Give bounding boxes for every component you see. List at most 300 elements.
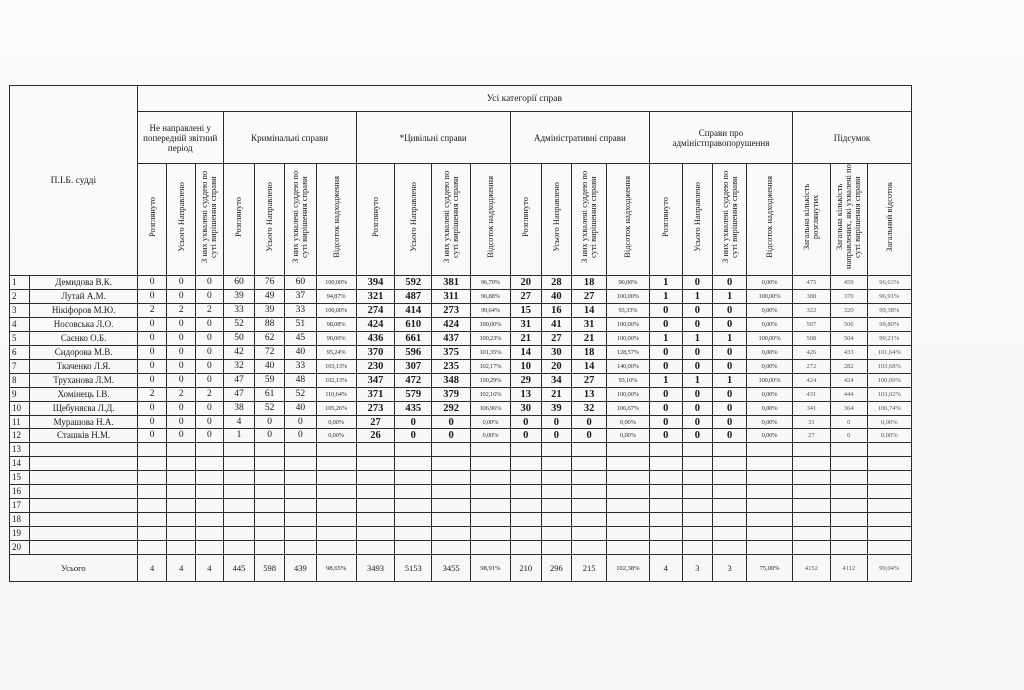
judge-name: Щебуняєва Л.Д. <box>30 401 137 415</box>
administrative-cell: 0 <box>541 415 572 429</box>
criminal-sent-header <box>255 164 285 276</box>
empty-cell <box>284 471 316 485</box>
group-admin-offences-header: Справи про адміністправопорушення <box>649 112 792 164</box>
empty-cell <box>316 499 356 513</box>
civil-cell: 437 <box>432 331 471 345</box>
empty-cell <box>713 527 747 541</box>
empty-cell <box>432 443 471 457</box>
admin-offences-cell: 0 <box>649 359 682 373</box>
criminal-cell: 4 <box>223 415 255 429</box>
criminal-percent-cell: 90,00% <box>316 331 356 345</box>
criminal-cell: 40 <box>284 401 316 415</box>
total-civil-cell: 5153 <box>395 555 432 582</box>
total-civil-percent-cell: 98,91% <box>471 555 511 582</box>
administrative-percent-cell: 100,00% <box>606 387 649 401</box>
empty-cell <box>510 527 541 541</box>
empty-cell <box>830 513 867 527</box>
civil-cell: 381 <box>432 276 471 290</box>
empty-cell <box>682 457 713 471</box>
empty-cell <box>30 541 137 555</box>
empty-cell <box>747 513 793 527</box>
civil-cell: 379 <box>432 387 471 401</box>
administrative-percent-cell: 90,00% <box>606 276 649 290</box>
admin-offences-cell: 0 <box>682 401 713 415</box>
summary-cell: 282 <box>830 359 867 373</box>
empty-cell <box>432 499 471 513</box>
row-number: 18 <box>10 513 30 527</box>
admin-offences-cell: 1 <box>682 331 713 345</box>
row-number: 2 <box>10 289 30 303</box>
not-sent-cell: 0 <box>137 401 167 415</box>
empty-cell <box>572 471 607 485</box>
admin-offences-cell: 0 <box>682 345 713 359</box>
not-sent-cell: 2 <box>167 303 196 317</box>
administrative-percent-cell: 0,00% <box>606 415 649 429</box>
criminal-cell: 33 <box>284 303 316 317</box>
administrative-cell: 27 <box>572 289 607 303</box>
criminal-cell: 32 <box>223 359 255 373</box>
empty-cell <box>793 499 831 513</box>
empty-cell <box>395 457 432 471</box>
empty-cell <box>649 541 682 555</box>
row-number: 13 <box>10 443 30 457</box>
not-sent-cell: 2 <box>137 303 167 317</box>
empty-cell <box>572 485 607 499</box>
not-sent-cell: 2 <box>196 303 224 317</box>
administrative-cell: 41 <box>541 317 572 331</box>
empty-cell <box>356 443 395 457</box>
administrative-cell: 21 <box>541 387 572 401</box>
total-civil-cell: 3455 <box>432 555 471 582</box>
summary-cell: 31 <box>793 415 831 429</box>
administrative-percent-cell: 128,57% <box>606 345 649 359</box>
administrative-cell: 14 <box>572 303 607 317</box>
admin-offences-percent-cell: 0,00% <box>747 276 793 290</box>
civil-cell: 592 <box>395 276 432 290</box>
administrative-cell: 29 <box>510 373 541 387</box>
empty-cell <box>747 541 793 555</box>
total-not-sent-cell: 4 <box>137 555 167 582</box>
not-sent-cell: 2 <box>137 387 167 401</box>
administrative-cell: 0 <box>541 429 572 443</box>
administrative-cell: 18 <box>572 276 607 290</box>
empty-cell <box>830 471 867 485</box>
summary-cell: 103,02% <box>867 387 911 401</box>
empty-cell <box>572 513 607 527</box>
admin-offences-cell: 0 <box>682 276 713 290</box>
table-row <box>10 429 912 443</box>
empty-cell <box>432 513 471 527</box>
criminal-cell: 52 <box>223 317 255 331</box>
table-row <box>10 317 912 331</box>
empty-cell <box>137 541 167 555</box>
empty-cell <box>395 485 432 499</box>
administrative-percent-cell: 93,10% <box>606 373 649 387</box>
empty-cell <box>793 471 831 485</box>
group-not-sent-header: Не направлені у попередній звітний період <box>137 112 223 164</box>
administrative-cell: 31 <box>572 317 607 331</box>
civil-considered-header-text: Розглянуто <box>369 197 380 237</box>
empty-cell <box>255 443 285 457</box>
civil-cell: 596 <box>395 345 432 359</box>
summary-cell: 96,91% <box>867 289 911 303</box>
administrative-cell: 28 <box>541 276 572 290</box>
not-sent-cell: 0 <box>167 289 196 303</box>
empty-cell <box>137 499 167 513</box>
civil-considered-header <box>356 164 395 276</box>
empty-cell <box>867 471 911 485</box>
empty-cell <box>649 457 682 471</box>
criminal-cell: 60 <box>223 276 255 290</box>
criminal-cell: 0 <box>255 429 285 443</box>
civil-cell: 424 <box>432 317 471 331</box>
civil-cell: 274 <box>356 303 395 317</box>
civil-percent-cell: 102,17% <box>471 359 511 373</box>
administrative-cell: 10 <box>510 359 541 373</box>
empty-cell <box>867 527 911 541</box>
empty-cell <box>713 485 747 499</box>
empty-cell <box>471 471 511 485</box>
table-row <box>10 471 912 485</box>
criminal-cell: 39 <box>255 303 285 317</box>
empty-cell <box>541 443 572 457</box>
summary-cell: 272 <box>793 359 831 373</box>
civil-cell: 414 <box>395 303 432 317</box>
admin-offences-cell: 1 <box>649 331 682 345</box>
judge-name: Носовська Л.О. <box>30 317 137 331</box>
criminal-cell: 76 <box>255 276 285 290</box>
empty-cell <box>167 541 196 555</box>
empty-cell <box>196 541 224 555</box>
admin-offences-cell: 0 <box>649 415 682 429</box>
admin-offences-decided-header-text: З них ухвалені суддею по суті вирішення справи <box>719 170 739 264</box>
row-number: 16 <box>10 485 30 499</box>
empty-cell <box>284 541 316 555</box>
empty-cell <box>223 443 255 457</box>
empty-cell <box>284 443 316 457</box>
criminal-percent-cell: 103,13% <box>316 359 356 373</box>
civil-percent-cell: 100,00% <box>471 317 511 331</box>
civil-percent-cell: 106,96% <box>471 401 511 415</box>
not-sent-cell: 0 <box>196 359 224 373</box>
row-number: 19 <box>10 527 30 541</box>
not-sent-cell: 0 <box>137 289 167 303</box>
admin-offences-percent-cell: 0,00% <box>747 359 793 373</box>
total-administrative-cell: 210 <box>510 555 541 582</box>
criminal-considered-header <box>223 164 255 276</box>
admin-offences-cell: 1 <box>713 373 747 387</box>
admin-offences-cell: 0 <box>682 359 713 373</box>
not-sent-cell: 0 <box>167 415 196 429</box>
empty-cell <box>747 443 793 457</box>
not-sent-cell: 0 <box>167 317 196 331</box>
empty-cell <box>432 457 471 471</box>
civil-cell: 273 <box>356 401 395 415</box>
not-sent-cell: 0 <box>137 429 167 443</box>
summary-cell: 0,00% <box>867 429 911 443</box>
civil-percent-cell: 99,64% <box>471 303 511 317</box>
empty-cell <box>830 443 867 457</box>
empty-cell <box>395 499 432 513</box>
criminal-cell: 88 <box>255 317 285 331</box>
admin-offences-sent-header <box>682 164 713 276</box>
empty-cell <box>606 513 649 527</box>
empty-cell <box>356 471 395 485</box>
empty-cell <box>316 443 356 457</box>
admin-offences-percent-header <box>747 164 793 276</box>
table-row <box>10 443 912 457</box>
admin-offences-percent-cell: 0,00% <box>747 345 793 359</box>
empty-cell <box>606 457 649 471</box>
row-number: 14 <box>10 457 30 471</box>
row-number: 17 <box>10 499 30 513</box>
empty-cell <box>471 457 511 471</box>
summary-cell: 364 <box>830 401 867 415</box>
group-civil-header: *Цивільні справи <box>356 112 510 164</box>
admin-offences-cell: 0 <box>713 415 747 429</box>
not-sent-cell: 0 <box>196 289 224 303</box>
empty-cell <box>867 457 911 471</box>
administrative-cell: 34 <box>541 373 572 387</box>
empty-cell <box>356 513 395 527</box>
empty-cell <box>606 527 649 541</box>
admin-offences-percent-cell: 100,00% <box>747 373 793 387</box>
summary-total-considered-header-text: Загальна кількість розглянутих <box>801 183 821 251</box>
summary-total-considered-header <box>793 164 831 276</box>
criminal-cell: 33 <box>223 303 255 317</box>
admin-offences-percent-cell: 0,00% <box>747 429 793 443</box>
civil-percent-cell: 0,00% <box>471 415 511 429</box>
administrative-percent-cell: 93,33% <box>606 303 649 317</box>
row-number: 15 <box>10 471 30 485</box>
empty-cell <box>471 541 511 555</box>
empty-cell <box>572 457 607 471</box>
judge-name-header: П.І.Б. судді <box>10 86 138 276</box>
summary-cell: 322 <box>793 303 831 317</box>
empty-cell <box>510 471 541 485</box>
empty-cell <box>541 541 572 555</box>
total-summary-cell: 99,04% <box>867 555 911 582</box>
criminal-cell: 40 <box>255 359 285 373</box>
empty-cell <box>316 527 356 541</box>
empty-cell <box>867 541 911 555</box>
total-summary-cell: 4152 <box>793 555 831 582</box>
table-row <box>10 513 912 527</box>
criminal-cell: 48 <box>284 373 316 387</box>
empty-cell <box>196 499 224 513</box>
empty-cell <box>255 541 285 555</box>
empty-cell <box>541 457 572 471</box>
criminal-cell: 47 <box>223 373 255 387</box>
empty-cell <box>137 513 167 527</box>
administrative-cell: 27 <box>572 373 607 387</box>
empty-cell <box>471 485 511 499</box>
criminal-percent-cell: 110,64% <box>316 387 356 401</box>
criminal-sent-header-text: Усього Направлено <box>264 182 275 252</box>
empty-cell <box>255 499 285 513</box>
civil-cell: 370 <box>356 345 395 359</box>
empty-cell <box>713 513 747 527</box>
group-administrative-header: Адміністративні справи <box>510 112 649 164</box>
empty-cell <box>649 471 682 485</box>
civil-sent-header-text: Усього Направлено <box>407 182 418 252</box>
civil-cell: 436 <box>356 331 395 345</box>
empty-cell <box>432 541 471 555</box>
admin-offences-cell: 0 <box>713 359 747 373</box>
summary-cell: 388 <box>793 289 831 303</box>
summary-cell: 100,00% <box>867 373 911 387</box>
civil-cell: 579 <box>395 387 432 401</box>
criminal-percent-cell: 98,08% <box>316 317 356 331</box>
admin-offences-percent-cell: 100,00% <box>747 331 793 345</box>
criminal-percent-cell: 102,13% <box>316 373 356 387</box>
summary-cell: 506 <box>830 317 867 331</box>
empty-cell <box>255 457 285 471</box>
administrative-cell: 16 <box>541 303 572 317</box>
not-sent-cell: 0 <box>137 345 167 359</box>
row-number: 10 <box>10 401 30 415</box>
criminal-percent-cell: 94,87% <box>316 289 356 303</box>
admin-offences-cell: 0 <box>713 401 747 415</box>
civil-percent-cell: 101,35% <box>471 345 511 359</box>
not-sent-cell: 0 <box>196 373 224 387</box>
empty-cell <box>510 513 541 527</box>
empty-cell <box>196 457 224 471</box>
empty-cell <box>793 541 831 555</box>
civil-cell: 371 <box>356 387 395 401</box>
empty-cell <box>867 485 911 499</box>
administrative-percent-cell: 140,00% <box>606 359 649 373</box>
civil-percent-header <box>471 164 511 276</box>
civil-cell: 0 <box>432 415 471 429</box>
admin-offences-cell: 1 <box>682 373 713 387</box>
report-table <box>9 85 912 582</box>
civil-percent-cell: 96,88% <box>471 289 511 303</box>
summary-cell: 0 <box>830 429 867 443</box>
empty-cell <box>432 527 471 541</box>
civil-sent-header <box>395 164 432 276</box>
summary-cell: 444 <box>830 387 867 401</box>
admin-offences-sent-header-text: Усього Направлено <box>691 182 702 252</box>
administrative-cell: 27 <box>510 289 541 303</box>
empty-cell <box>606 541 649 555</box>
not-sent-cell: 0 <box>196 276 224 290</box>
criminal-cell: 60 <box>284 276 316 290</box>
summary-cell: 424 <box>830 373 867 387</box>
administrative-considered-header <box>510 164 541 276</box>
administrative-cell: 31 <box>510 317 541 331</box>
criminal-cell: 62 <box>255 331 285 345</box>
total-admin-offences-percent-cell: 75,00% <box>747 555 793 582</box>
empty-cell <box>793 457 831 471</box>
admin-offences-cell: 0 <box>649 429 682 443</box>
table-row <box>10 276 912 290</box>
admin-offences-percent-cell: 0,00% <box>747 401 793 415</box>
administrative-percent-cell: 0,00% <box>606 429 649 443</box>
empty-cell <box>713 499 747 513</box>
empty-cell <box>223 499 255 513</box>
admin-offences-percent-cell: 0,00% <box>747 415 793 429</box>
criminal-cell: 45 <box>284 331 316 345</box>
empty-cell <box>196 485 224 499</box>
empty-cell <box>284 527 316 541</box>
empty-cell <box>606 471 649 485</box>
administrative-cell: 20 <box>510 276 541 290</box>
civil-cell: 273 <box>432 303 471 317</box>
empty-cell <box>541 499 572 513</box>
not-sent-cell: 0 <box>196 331 224 345</box>
admin-offences-percent-cell: 0,00% <box>747 317 793 331</box>
total-administrative-cell: 296 <box>541 555 572 582</box>
row-number: 11 <box>10 415 30 429</box>
empty-cell <box>432 485 471 499</box>
judge-name: Мурашова Н.А. <box>30 415 137 429</box>
summary-total-sent-decided-header-text: Загальна кількість направлених, які ухвалені по суті вирішення справи <box>834 164 863 270</box>
administrative-cell: 21 <box>510 331 541 345</box>
total-not-sent-cell: 4 <box>196 555 224 582</box>
not-sent-sent-header-text: Усього Направлено <box>175 182 186 252</box>
administrative-cell: 21 <box>572 331 607 345</box>
empty-cell <box>572 541 607 555</box>
empty-cell <box>137 527 167 541</box>
empty-cell <box>649 485 682 499</box>
empty-cell <box>284 485 316 499</box>
criminal-cell: 72 <box>255 345 285 359</box>
summary-cell: 27 <box>793 429 831 443</box>
row-number: 12 <box>10 429 30 443</box>
empty-cell <box>713 541 747 555</box>
summary-cell: 99,21% <box>867 331 911 345</box>
administrative-percent-cell: 100,00% <box>606 331 649 345</box>
administrative-cell: 13 <box>510 387 541 401</box>
table-row <box>10 303 912 317</box>
row-number: 4 <box>10 317 30 331</box>
empty-cell <box>747 471 793 485</box>
not-sent-cell: 2 <box>167 387 196 401</box>
judge-name: Ткаченко Л.Я. <box>30 359 137 373</box>
civil-cell: 661 <box>395 331 432 345</box>
empty-cell <box>30 513 137 527</box>
empty-cell <box>395 471 432 485</box>
not-sent-cell: 0 <box>137 331 167 345</box>
empty-cell <box>541 513 572 527</box>
empty-cell <box>223 471 255 485</box>
admin-offences-cell: 1 <box>682 289 713 303</box>
empty-cell <box>510 457 541 471</box>
total-admin-offences-cell: 3 <box>713 555 747 582</box>
table-header <box>10 86 912 276</box>
empty-cell <box>284 513 316 527</box>
empty-cell <box>167 457 196 471</box>
empty-cell <box>395 443 432 457</box>
empty-cell <box>830 499 867 513</box>
empty-cell <box>30 457 137 471</box>
empty-cell <box>606 499 649 513</box>
admin-offences-percent-cell: 100,00% <box>747 289 793 303</box>
admin-offences-cell: 0 <box>682 429 713 443</box>
admin-offences-cell: 0 <box>713 387 747 401</box>
administrative-decided-header-text: З них ухвалені суддею по суті вирішення справи <box>579 170 599 264</box>
criminal-cell: 50 <box>223 331 255 345</box>
civil-percent-cell: 100,23% <box>471 331 511 345</box>
not-sent-cell: 0 <box>167 359 196 373</box>
not-sent-cell: 0 <box>137 373 167 387</box>
empty-cell <box>541 471 572 485</box>
criminal-cell: 1 <box>223 429 255 443</box>
empty-cell <box>167 471 196 485</box>
administrative-cell: 32 <box>572 401 607 415</box>
summary-cell: 341 <box>793 401 831 415</box>
